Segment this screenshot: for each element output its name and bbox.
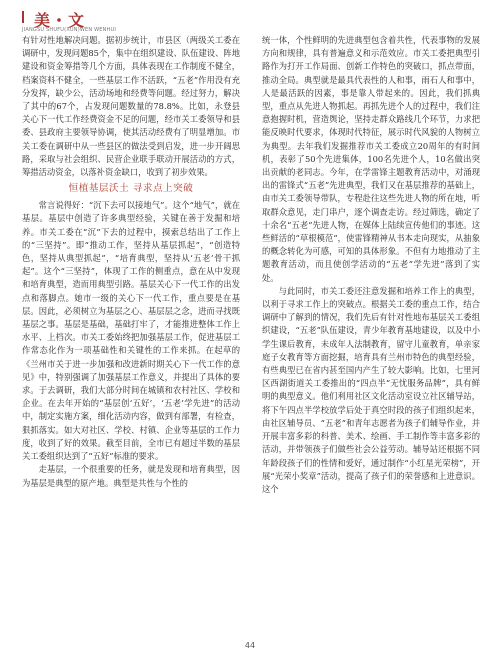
paragraph: 有针对性地解决问题。据初步统计，市县区（两级关工委在调研中，发现问题85个，集中在组织建设、队伍建设、阵地建设和资金筹措等几个方面，具体表现在工作制度不健全，档案资料不健全，一些基层工作不活跃，“五老”作用没有充分发挥，缺少公，活动场地和经费等问题。经过努力，解决了其中的67个，占发现问题数量的78.8%。比如，永登县关心下一代工作经费资金不足的问题，经市关工委领导和县委、县政府主要领导协调，使其活动经费有了明显增加。市关工委在调研中从一些县区的做法受到启发，进一步开阔思路，采取与社会组织、民营企业联手联动开展活动的方式，筹措活动资金，以落补资金缺口，收到了初步效果。 [22,35,240,178]
logo-mark-icon [22,11,34,23]
article-body [22,34,480,639]
left-column [22,34,240,490]
paragraph: 走基层，一个很重要的任务，就是发现和培育典型，因为基层是典型的原产地。典型是共性与个性的 [22,464,240,488]
magazine-logo [22,8,122,36]
page-number: 44 [244,641,256,650]
paragraph: 常言说得好：“沉下去可以接地气”。这个“地气”，就在基层。基层中创造了许多典型经验，关键在善于发掘和培养。市关工委在“沉”下去的过程中，摸索总结出了工作上的“三坚持”。即“推动工作，坚持从基层抓起”，“创造特色，坚持从典型抓起”，“培育典型，坚持从‘五老’骨干抓起”。这个“三坚持”，体现了工作的侧重点，意在从中发现和培育典型，造而用典型引路。基层关心下一代工作的出发点和落脚点。她市一级的关心下一代工作，重点要是在基层。因此，必须树立为基层之心、基层层之念，进而寻找既基层之事。基层是基础，基础打牢了，才能推进整体工作上水平、上档次。市关工委始终把加强基层工作，促进基层工作常态化作为一项基础性和关键性的工作来抓。在起草的《兰州市关于进一步加强和改进新时期关心下一代工作的意见》中，特别强调了加强基层工作意义，并提出了具体的要求。于去调研，我们大部分时间在城镇和农村社区、学校和企业。在去年开始的“基层创‘五好’，‘五老’学先进”的活动中，制定实施方案，细化活动内容，做到有部署，有检查，狠抓落实。如大对社区、学校、村镇、企业等基层的工作力度，收到了好的效果。截至目前，全市已有超过半数的基层关工委组织达到了“五好”标准的要求。 [22,200,240,462]
logo-subtitle: JIANGSU SHUFU(XUN)WEN WENHUI [22,27,117,33]
paragraph: 统一体，个性鲜明的先进典型包含着共性，代表事物的发展方向和规律，具有普遍意义和示范效应。市关工委把典型引路作为打开工作局面、创新工作特色的突破口，抓点带面，推动全局。典型就是最具代表性的人和事，雨石人和事中，人是最活跃的因素，事是靠人带起来的。因此，我们抓典型，重点从先进人物抓起。再抓先进个人的过程中，我们注意抱握时机，营造舆论，坚持走群众路线几个环节，力求把能反映时代要求，体现时代特征，展示时代风貌的人物树立为典型。去年我们发掘推荐市关工委成立20周年的有时间机，表彰了50个先进集体，100名先进个人，10名做出突出贡献的老同志。今年，在学雷锋主题教育活动中，对涌现出的雷锋式“五老”先进典型，我们又在基层推荐的基础上，由市关工委领导带队，专程赴往这些先进人物的所在地，听取群众意见，走门串户，逐个调查走访。经过筛选，确定了十余名“五老”先进人物，在媒体上陆续宣传他们的事迹。这些鲜活的“草根模范”，使雷锋精神从书本走向现实，从抽象的概念转化为可感，可知的具体形象。不但有力地推动了主题教育活动，而且使创学活动的“五老”学先进”落到了实处。 [262,35,480,283]
section-heading: 恒植基层沃土 寻求点上突破 [68,183,194,195]
logo-text: 美・文 [34,11,86,30]
paragraph: 与此同时，市关工委还注意发掘和培养工作上的典型，以利于寻求工作上的突破点。根据关工委的重点工作，结合调研中了解到的情况，我们先后有针对性地布基层关工委组织建设，“五老”队伍建设，青少年教育基地建设，以及中小学生课后教育，未成年人法制教育，留守儿童教育，单亲家庭子女教育等方面挖掘，培育具有兰州市特色的典型经验，有些典型已在省内甚至国内产生了较大影响。比如，七里河区西湖街道关工委推出的“四点半”无忧服务品牌”，具有鲜明的典型意义。他们利用社区文化活动室设立社区辅导站，将下午四点半学校放学后处于真空时段的孩子们组织起来，由社区辅导员、“五老”和青年志愿者为孩子们辅导作业，并开展丰富多彩的科普、美术、绘画、手工制作等丰富多彩的活动，并带领孩子们做些社会公益劳动。辅导站还根据不同年龄段孩子们的性情和爱好，通过制作“小红星光荣榜”，开展“光荣小奖章”活动，提高了孩子们的荣誉感和上进意识。这个 [262,285,480,494]
right-column [262,34,480,496]
